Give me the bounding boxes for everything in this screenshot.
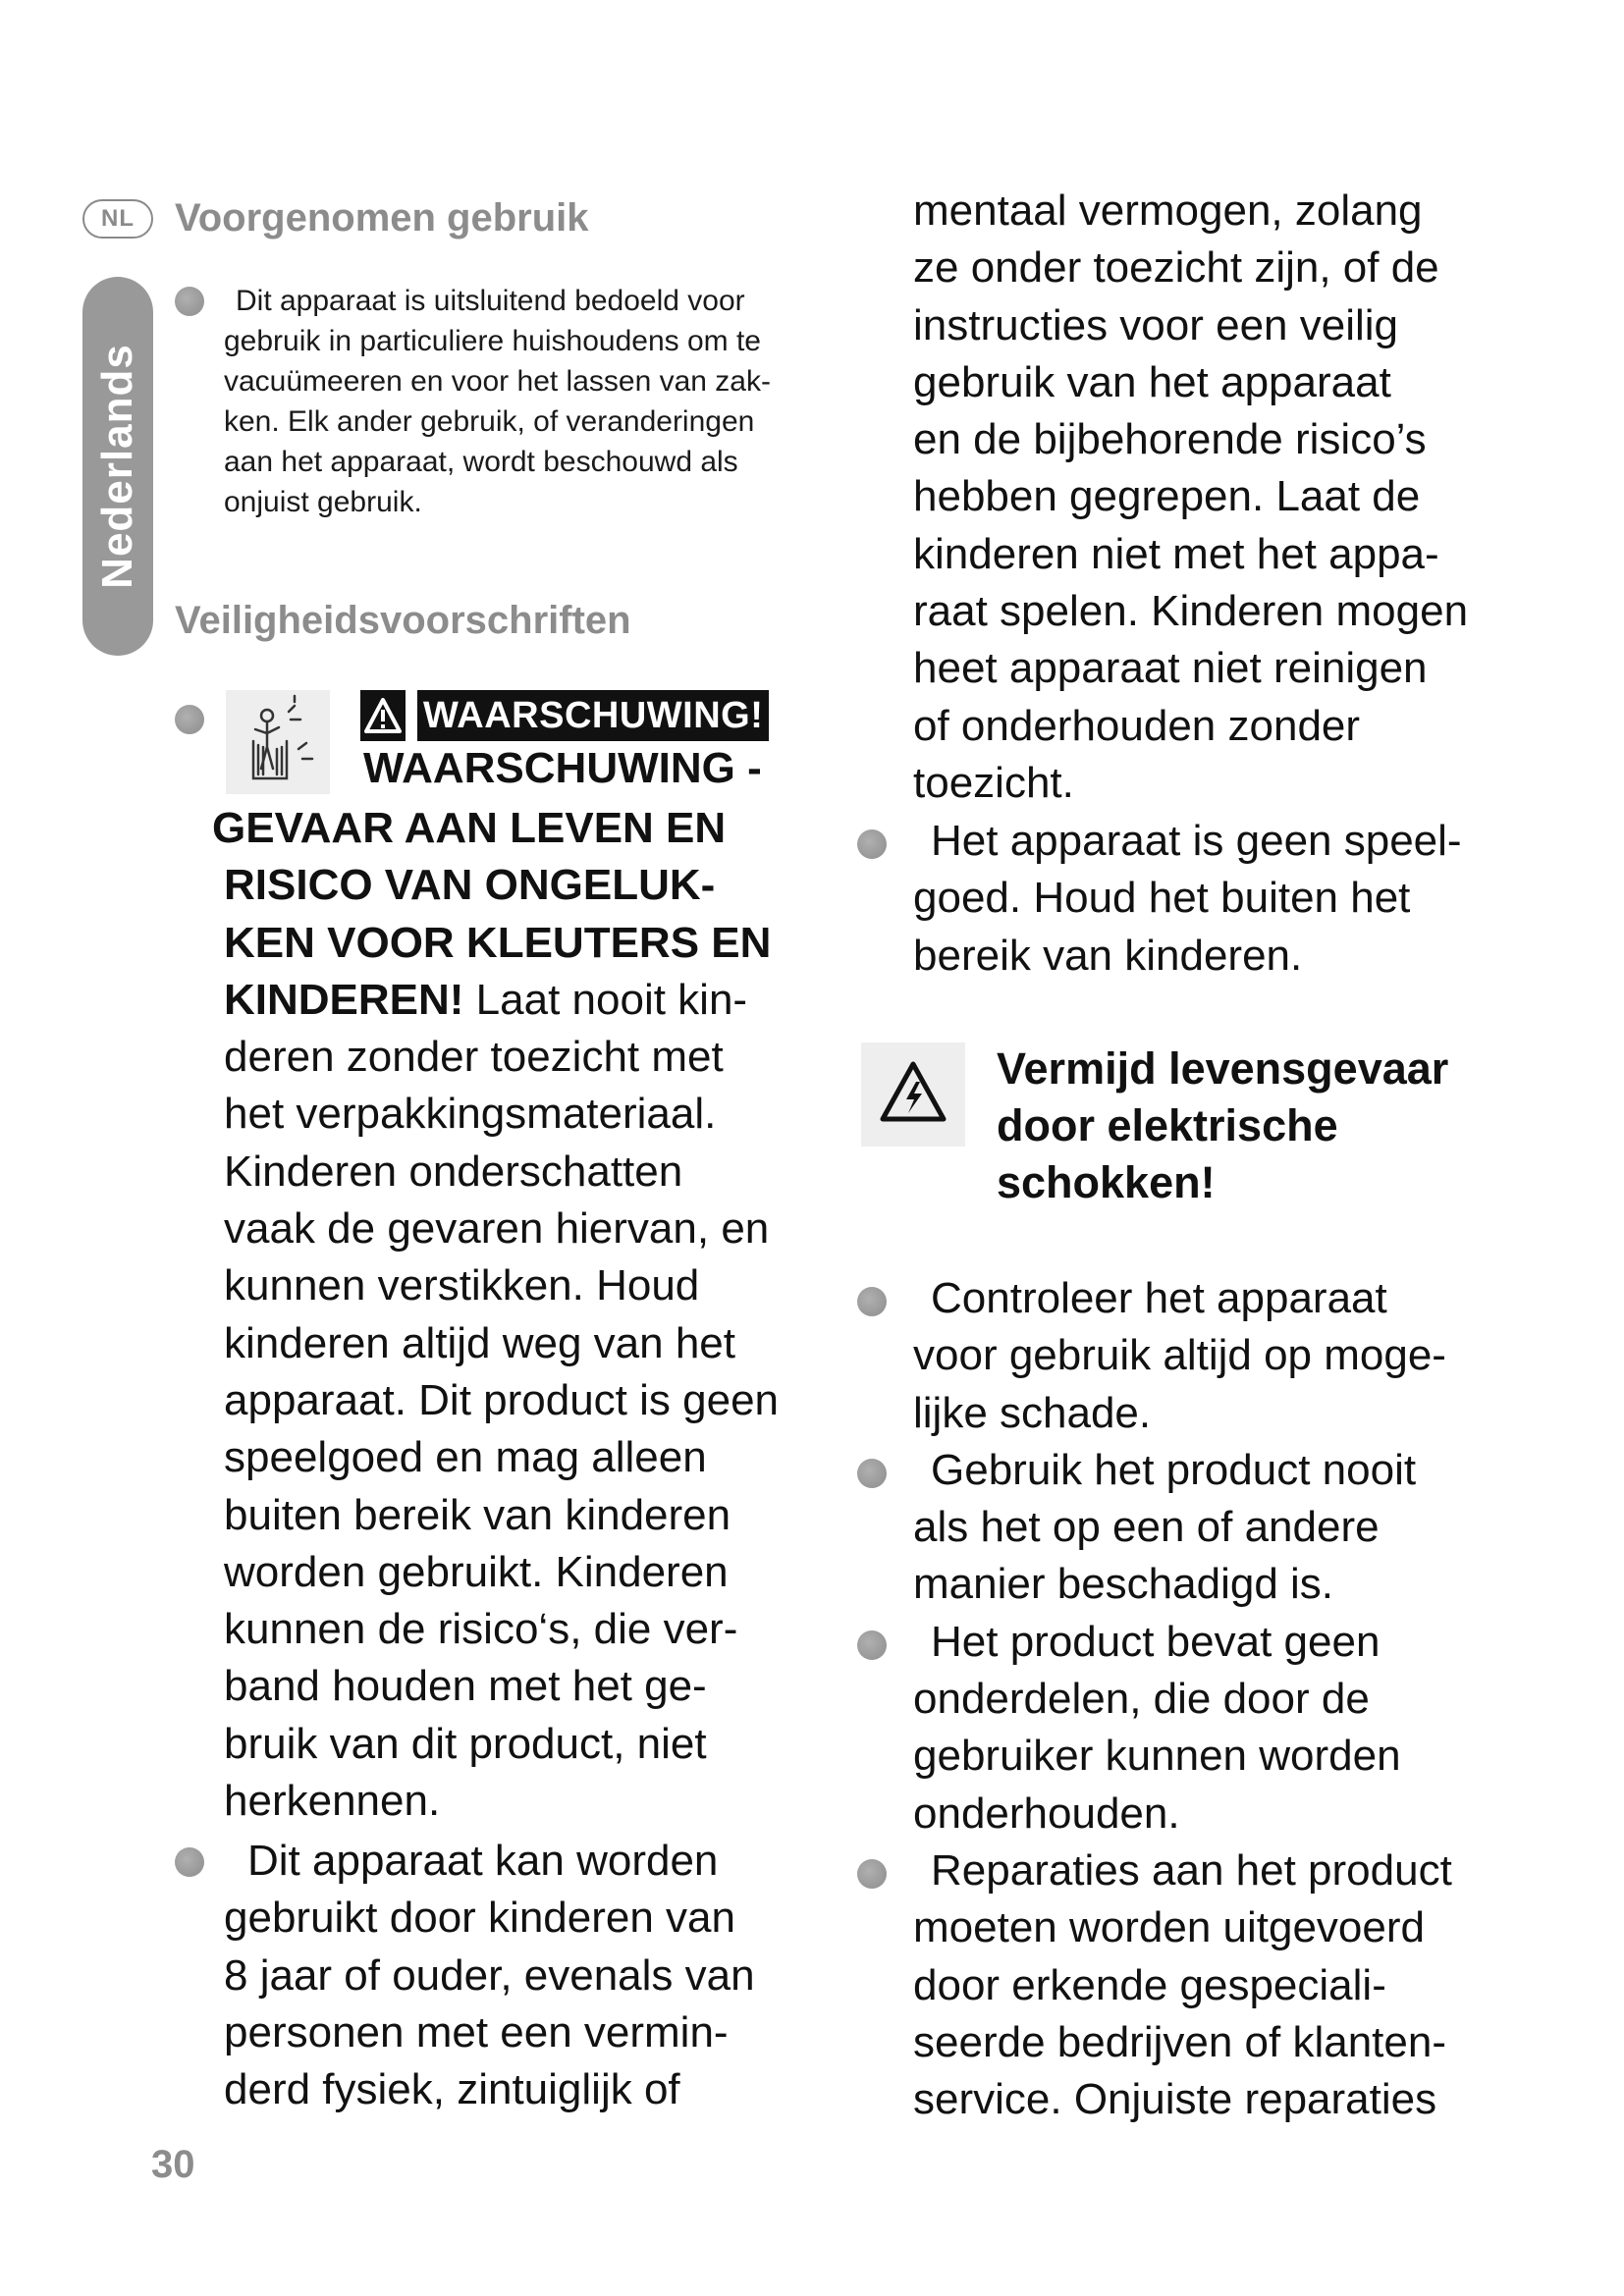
heading-line: schokken! bbox=[997, 1157, 1216, 1207]
text-line: seerde bedrijven of klanten- bbox=[913, 2017, 1446, 2066]
text-line: buiten bereik van kinderen bbox=[224, 1490, 731, 1539]
text-line: goed. Houd het buiten het bbox=[913, 874, 1411, 923]
text-line: kinderen niet met het appa- bbox=[913, 529, 1439, 578]
text-line: vacuümeeren en voor het lassen van zak- bbox=[224, 365, 771, 398]
intended-use-paragraph bbox=[224, 281, 823, 522]
bullet-icon bbox=[175, 287, 204, 316]
text-line: bereik van kinderen. bbox=[913, 931, 1303, 980]
text-line: gebruikt door kinderen van bbox=[224, 1894, 735, 1943]
text-line: Het apparaat is geen speel- bbox=[931, 817, 1462, 865]
text-line: bruik van dit product, niet bbox=[224, 1719, 707, 1768]
text-line: mentaal vermogen, zolang bbox=[913, 187, 1423, 235]
bullet-icon bbox=[857, 1287, 887, 1316]
safety-list bbox=[913, 1270, 1561, 2128]
electric-shock-warning-icon bbox=[861, 1042, 965, 1147]
text-line: onderdelen, die door de bbox=[913, 1675, 1370, 1724]
warning-title: WAARSCHUWING - bbox=[363, 744, 762, 792]
text-line: en de bijbehorende risico’s bbox=[913, 415, 1427, 464]
text-line: 8 jaar of ouder, evenals van bbox=[224, 1950, 755, 2000]
text-line: speelgoed en mag alleen bbox=[224, 1433, 707, 1482]
text-line: kunnen de risico‘s, die ver- bbox=[224, 1605, 738, 1654]
text-line: gebruik in particuliere huishoudens om te bbox=[224, 325, 761, 357]
text-line: Dit apparaat kan worden bbox=[247, 1837, 719, 1885]
child-warning-icon bbox=[226, 690, 330, 794]
text-line: het verpakkingsmateriaal. bbox=[224, 1090, 717, 1139]
text-line: band houden met het ge- bbox=[224, 1662, 707, 1711]
bullet-icon bbox=[857, 1859, 887, 1889]
text-line: personen met een vermin- bbox=[224, 2007, 729, 2056]
text-line: Het product bevat geen bbox=[931, 1617, 1380, 1666]
text-line: KEN VOOR KLEUTERS EN bbox=[224, 918, 772, 967]
not-a-toy-paragraph bbox=[913, 813, 1542, 985]
warning-triangle-icon bbox=[360, 690, 406, 741]
text-line: apparaat. Dit product is geen bbox=[224, 1375, 780, 1424]
text-line: aan het apparaat, wordt beschouwd als bbox=[224, 446, 738, 478]
page-number: 30 bbox=[151, 2143, 195, 2186]
text-line: vaak de gevaren hiervan, en bbox=[224, 1204, 770, 1254]
bullet-icon bbox=[175, 705, 204, 734]
text-line bbox=[212, 972, 840, 1029]
text-line: Kinderen onderschatten bbox=[224, 1147, 683, 1196]
language-badge: NL bbox=[82, 199, 153, 239]
heading-line: door elektrische bbox=[997, 1100, 1338, 1150]
bullet-icon bbox=[857, 829, 887, 859]
section-title-intended-use: Voorgenomen gebruik bbox=[175, 196, 589, 240]
text-line: gebruiker kunnen worden bbox=[913, 1732, 1401, 1781]
text-line: derd fysiek, zintuiglijk of bbox=[224, 2065, 680, 2114]
text-line: Dit apparaat is uitsluitend bedoeld voor bbox=[236, 285, 745, 317]
text-line: Controleer het apparaat bbox=[931, 1274, 1387, 1322]
text-line: Reparaties aan het product bbox=[931, 1845, 1452, 1895]
text-line: onderhouden. bbox=[913, 1789, 1180, 1838]
text-line: GEVAAR AAN LEVEN EN bbox=[212, 804, 727, 852]
text-line: manier beschadigd is. bbox=[913, 1560, 1334, 1609]
bold-text: KINDEREN! bbox=[224, 975, 464, 1024]
text-line: toezicht. bbox=[913, 758, 1074, 807]
text-line: ze onder toezicht zijn, of de bbox=[913, 243, 1439, 293]
warning-label bbox=[360, 690, 769, 741]
warning-children-paragraph bbox=[212, 800, 840, 1830]
heading-line: Vermijd levensgevaar bbox=[997, 1043, 1449, 1094]
text-line: RISICO VAN ONGELUK- bbox=[224, 861, 716, 910]
text-line: of onderhouden zonder bbox=[913, 701, 1361, 750]
side-tab-label: Nederlands bbox=[93, 344, 141, 589]
text-line: deren zonder toezicht met bbox=[224, 1033, 724, 1082]
section-title-safety: Veiligheidsvoorschriften bbox=[175, 599, 631, 642]
children-age-paragraph bbox=[224, 1833, 852, 2118]
text-line: moeten worden uitgevoerd bbox=[913, 1903, 1425, 1952]
continued-paragraph bbox=[913, 183, 1542, 812]
text-line: ken. Elk ander gebruik, of veranderingen bbox=[224, 405, 755, 438]
text-line: voor gebruik altijd op moge- bbox=[913, 1331, 1446, 1380]
text-line: kinderen altijd weg van het bbox=[224, 1318, 735, 1367]
bullet-icon bbox=[857, 1630, 887, 1660]
text-line: Gebruik het product nooit bbox=[931, 1445, 1417, 1494]
text-line: onjuist gebruik. bbox=[224, 486, 422, 518]
regular-text: Laat nooit kin- bbox=[463, 975, 748, 1024]
electric-shock-heading bbox=[997, 1041, 1546, 1211]
text-line: door erkende gespeciali- bbox=[913, 1960, 1386, 2009]
text-line: als het op een of andere bbox=[913, 1503, 1380, 1552]
bullet-icon bbox=[857, 1459, 887, 1488]
text-line: instructies voor een veilig bbox=[913, 300, 1399, 349]
text-line: raat spelen. Kinderen mogen bbox=[913, 587, 1469, 636]
text-line: service. Onjuiste reparaties bbox=[913, 2075, 1437, 2124]
text-line: hebben gegrepen. Laat de bbox=[913, 472, 1421, 521]
bullet-icon bbox=[175, 1847, 204, 1877]
text-line: herkennen. bbox=[224, 1777, 441, 1826]
warning-label-text: WAARSCHUWING! bbox=[417, 690, 769, 741]
text-line: heet apparaat niet reinigen bbox=[913, 644, 1428, 693]
text-line: kunnen verstikken. Houd bbox=[224, 1261, 700, 1310]
language-side-tab bbox=[82, 277, 153, 656]
text-line: worden gebruikt. Kinderen bbox=[224, 1547, 729, 1596]
text-line: lijke schade. bbox=[913, 1388, 1152, 1437]
text-line: gebruik van het apparaat bbox=[913, 357, 1391, 406]
